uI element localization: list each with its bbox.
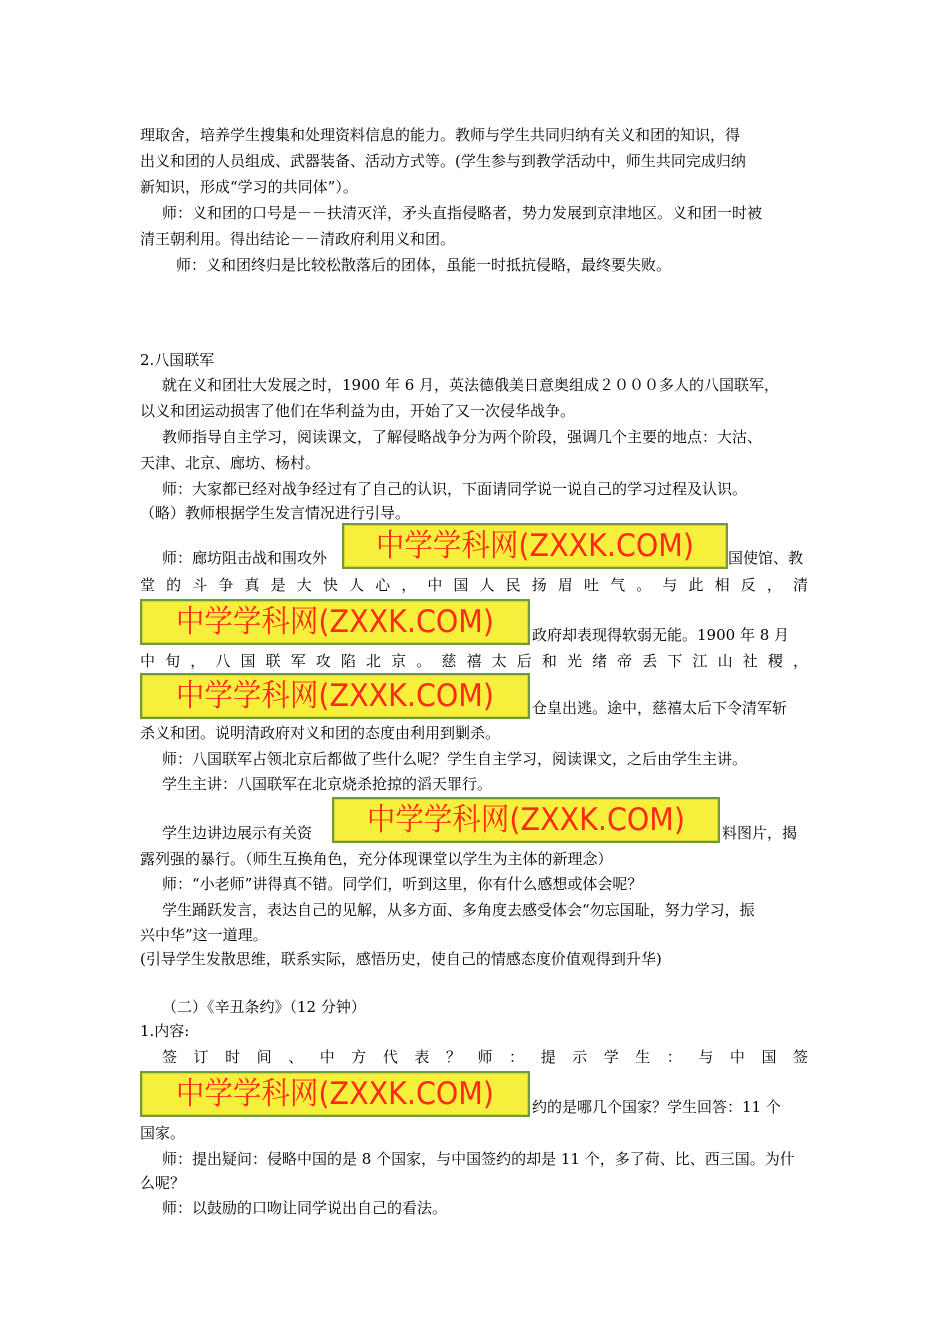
paragraph-line: 兴中华”这一道理。 (140, 926, 268, 944)
paragraph-line: 教师指导自主学习，阅读课文，了解侵略战争分为两个阶段，强调几个主要的地点：大沽、 (162, 428, 763, 446)
paragraph-line: 学生踊跃发言，表达自己的见解，从多方面、多角度去感受体会“勿忘国耻，努力学习，振 (162, 901, 755, 919)
paragraph-line: 中 旬 ， 八 国 联 军 攻 陷 北 京 。 慈 禧 太 后 和 光 绪 帝 丢 下 江 山 社 稷 ， (140, 652, 808, 670)
paragraph-line: 师：提出疑问：侵略中国的是 8 个国家，与中国签约的却是 11 个，多了荷、比、西三国。为什 (162, 1150, 795, 1168)
watermark-banner: 中学学科网(ZXXK.COM) (140, 599, 530, 645)
paragraph-line: 仓皇出逃。途中，慈禧太后下令清军斩 (532, 699, 788, 717)
watermark-banner: 中学学科网(ZXXK.COM) (140, 673, 530, 719)
paragraph-line: 杀义和团。说明清政府对义和团的态度由利用到剿杀。 (140, 724, 501, 742)
paragraph-line: 1.内容: (140, 1022, 190, 1040)
paragraph-line: 天津、北京、廊坊、杨村。 (140, 454, 321, 472)
paragraph-line: 学生主讲：八国联军在北京烧杀抢掠的滔天罪行。 (162, 775, 493, 793)
paragraph-line: 国使馆、教 (728, 549, 804, 567)
paragraph-line: 料图片，揭 (722, 824, 798, 842)
paragraph-line: （略）教师根据学生发言情况进行引导。 (140, 504, 411, 522)
paragraph-line: 国家。 (140, 1124, 186, 1142)
paragraph-line: 就在义和团壮大发展之时，1900 年 6 月，英法德俄美日意奥组成２０００多人的八国联军， (162, 376, 780, 394)
paragraph-line: 师：大家都已经对战争经过有了自己的认识，下面请同学说一说自己的学习过程及认识。 (162, 480, 748, 498)
paragraph-line: 露列强的暴行。（师生互换角色，充分体现课堂以学生为主体的新理念） (140, 850, 613, 868)
paragraph-line: (引导学生发散思维，联系实际，感悟历史，使自己的情感态度价值观得到升华) (140, 950, 662, 968)
paragraph-line: 约的是哪几个国家？学生回答：11 个 (532, 1098, 781, 1116)
paragraph-line: 政府却表现得软弱无能。1900 年 8 月 (532, 626, 790, 644)
paragraph-line: 新知识，形成“学习的共同体”）。 (140, 178, 358, 196)
paragraph-line: 清王朝利用。得出结论－－清政府利用义和团。 (140, 230, 456, 248)
paragraph-line: 师：义和团终归是比较松散落后的团体，虽能一时抵抗侵略，最终要失败。 (176, 256, 672, 274)
paragraph-line: 堂 的 斗 争 真 是 大 快 人 心 ， 中 国 人 民 扬 眉 吐 气 。 与 此 相 反 ， 清 (140, 576, 808, 594)
paragraph-line: 么呢？ (140, 1174, 186, 1192)
paragraph-line: 师：八国联军占领北京后都做了些什么呢？学生自主学习，阅读课文，之后由学生主讲。 (162, 750, 748, 768)
paragraph-line: 出义和团的人员组成、武器装备、活动方式等。(学生参与到教学活动中，师生共同完成归纳 (140, 152, 746, 170)
paragraph-line: 学生边讲边展示有关资 (162, 824, 313, 842)
watermark-banner: 中学学科网(ZXXK.COM) (332, 797, 720, 843)
section-heading: 2.八国联军 (140, 351, 215, 369)
section-heading: （二）《辛丑条约》（12 分钟） (162, 998, 366, 1016)
paragraph-line: 师：“小老师”讲得真不错。同学们，听到这里，你有什么感想或体会呢？ (162, 875, 643, 893)
paragraph-line: 师：廊坊阻击战和围攻外 (162, 549, 328, 567)
paragraph-line: 师：以鼓励的口吻让同学说出自己的看法。 (162, 1199, 448, 1217)
paragraph-line: 理取舍，培养学生搜集和处理资料信息的能力。教师与学生共同归纳有关义和团的知识，得 (140, 126, 741, 144)
paragraph-line: 以义和团运动损害了他们在华利益为由，开始了又一次侵华战争。 (140, 402, 576, 420)
watermark-banner: 中学学科网(ZXXK.COM) (342, 523, 728, 569)
paragraph-line: 师：义和团的口号是－－扶清灭洋，矛头直指侵略者，势力发展到京津地区。义和团一时被 (162, 204, 763, 222)
paragraph-line: 签 订 时 间 、 中 方 代 表 ？ 师 ： 提 示 学 生 ： 与 中 国 签 (162, 1048, 808, 1066)
watermark-banner: 中学学科网(ZXXK.COM) (140, 1071, 530, 1117)
